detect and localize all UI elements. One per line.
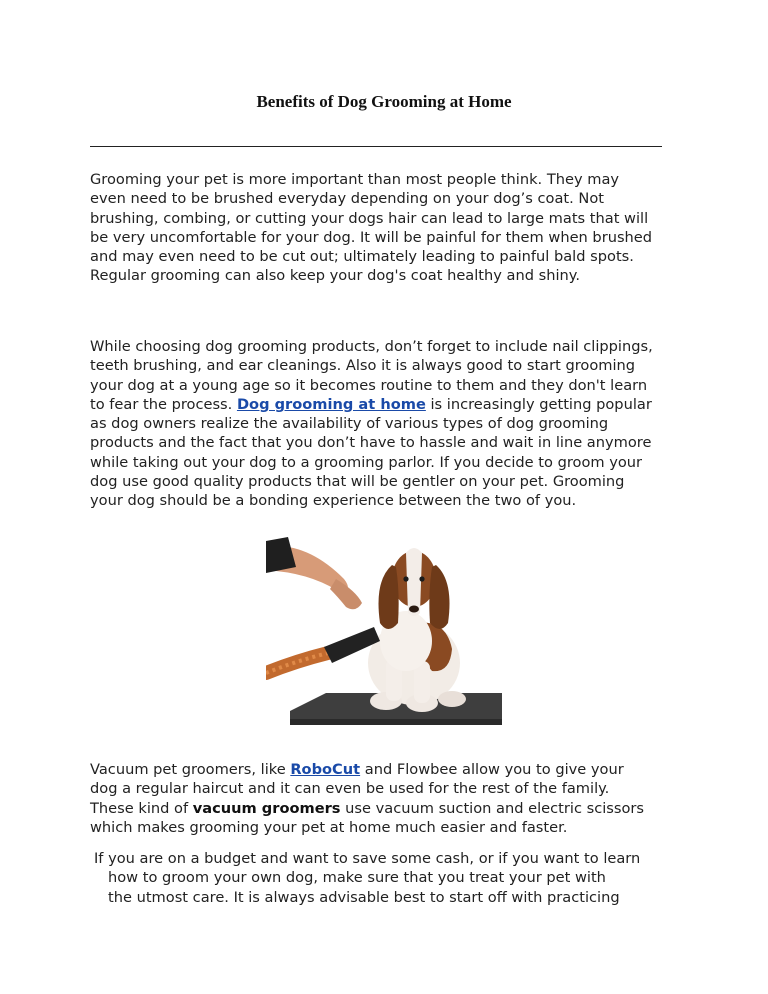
text-segment: Vacuum pet groomers, like bbox=[90, 761, 291, 778]
text-line: your dog at a young age so it becomes routine to them and they don't learn bbox=[90, 376, 648, 394]
text-line: While choosing dog grooming products, don’t forget to include nail clippings, bbox=[90, 338, 653, 355]
text-line: If you are on a budget and want to save some cash, or if you want to learn bbox=[94, 850, 641, 867]
text-line: while taking out your dog to a grooming parlor. If you decide to groom your bbox=[90, 453, 643, 471]
text-segment: to fear the process. bbox=[90, 395, 237, 413]
text-line: and may even need to be cut out; ultimately leading to painful bald spots. bbox=[90, 248, 634, 266]
text-line: Grooming your pet is more important than most people think. They may bbox=[90, 171, 620, 188]
paragraph-products bbox=[90, 337, 690, 511]
text-line-with-link bbox=[90, 760, 690, 779]
text-line: which makes grooming your pet at home much easier and faster. bbox=[90, 818, 568, 836]
text-line: teeth brushing, and ear cleanings. Also it is always good to start grooming bbox=[90, 357, 636, 375]
text-line: dog use good quality products that will be gentler on your pet. Grooming bbox=[90, 473, 625, 491]
text-line: dog a regular haircut and it can even be used for the rest of the family. bbox=[90, 780, 610, 798]
text-line: your dog should be a bonding experience between the two of you. bbox=[90, 492, 577, 510]
text-line: even need to be brushed everyday depending on your dog’s coat. Not bbox=[90, 190, 604, 208]
text-segment: use vacuum suction and electric scissors bbox=[340, 799, 645, 817]
text-line: how to groom your own dog, make sure that you treat your pet with bbox=[108, 869, 606, 887]
text-line: be very uncomfortable for your dog. It will be painful for them when brushed bbox=[90, 228, 653, 246]
text-segment: These kind of bbox=[90, 799, 193, 817]
dog-grooming-at-home-link[interactable]: Dog grooming at home bbox=[236, 395, 426, 413]
page-title: Benefits of Dog Grooming at Home bbox=[256, 92, 512, 111]
text-line-with-link bbox=[90, 395, 690, 414]
paragraph-vacuum-groomers bbox=[90, 760, 690, 837]
bold-term: vacuum groomers bbox=[192, 799, 341, 817]
text-line: products and the fact that you don’t have to hassle and wait in line anymore bbox=[90, 434, 652, 452]
text-segment: and Flowbee allow you to give your bbox=[360, 761, 624, 778]
title-underline bbox=[90, 146, 662, 147]
text-line: as dog owners realize the availability of various types of dog grooming bbox=[90, 415, 609, 433]
text-line: the utmost care. It is always advisable best to start off with practicing bbox=[108, 888, 620, 906]
robocut-link[interactable]: RoboCut bbox=[290, 761, 361, 778]
text-line: brushing, combing, or cutting your dogs hair can lead to large mats that will bbox=[90, 209, 649, 227]
text-line: Regular grooming can also keep your dog's coat healthy and shiny. bbox=[90, 267, 580, 285]
paragraph-importance bbox=[90, 170, 690, 286]
paragraph-budget bbox=[94, 849, 694, 907]
text-segment: is increasingly getting popular bbox=[425, 395, 652, 413]
text-line-with-bold bbox=[90, 799, 690, 818]
dog-grooming-photo bbox=[266, 523, 502, 738]
